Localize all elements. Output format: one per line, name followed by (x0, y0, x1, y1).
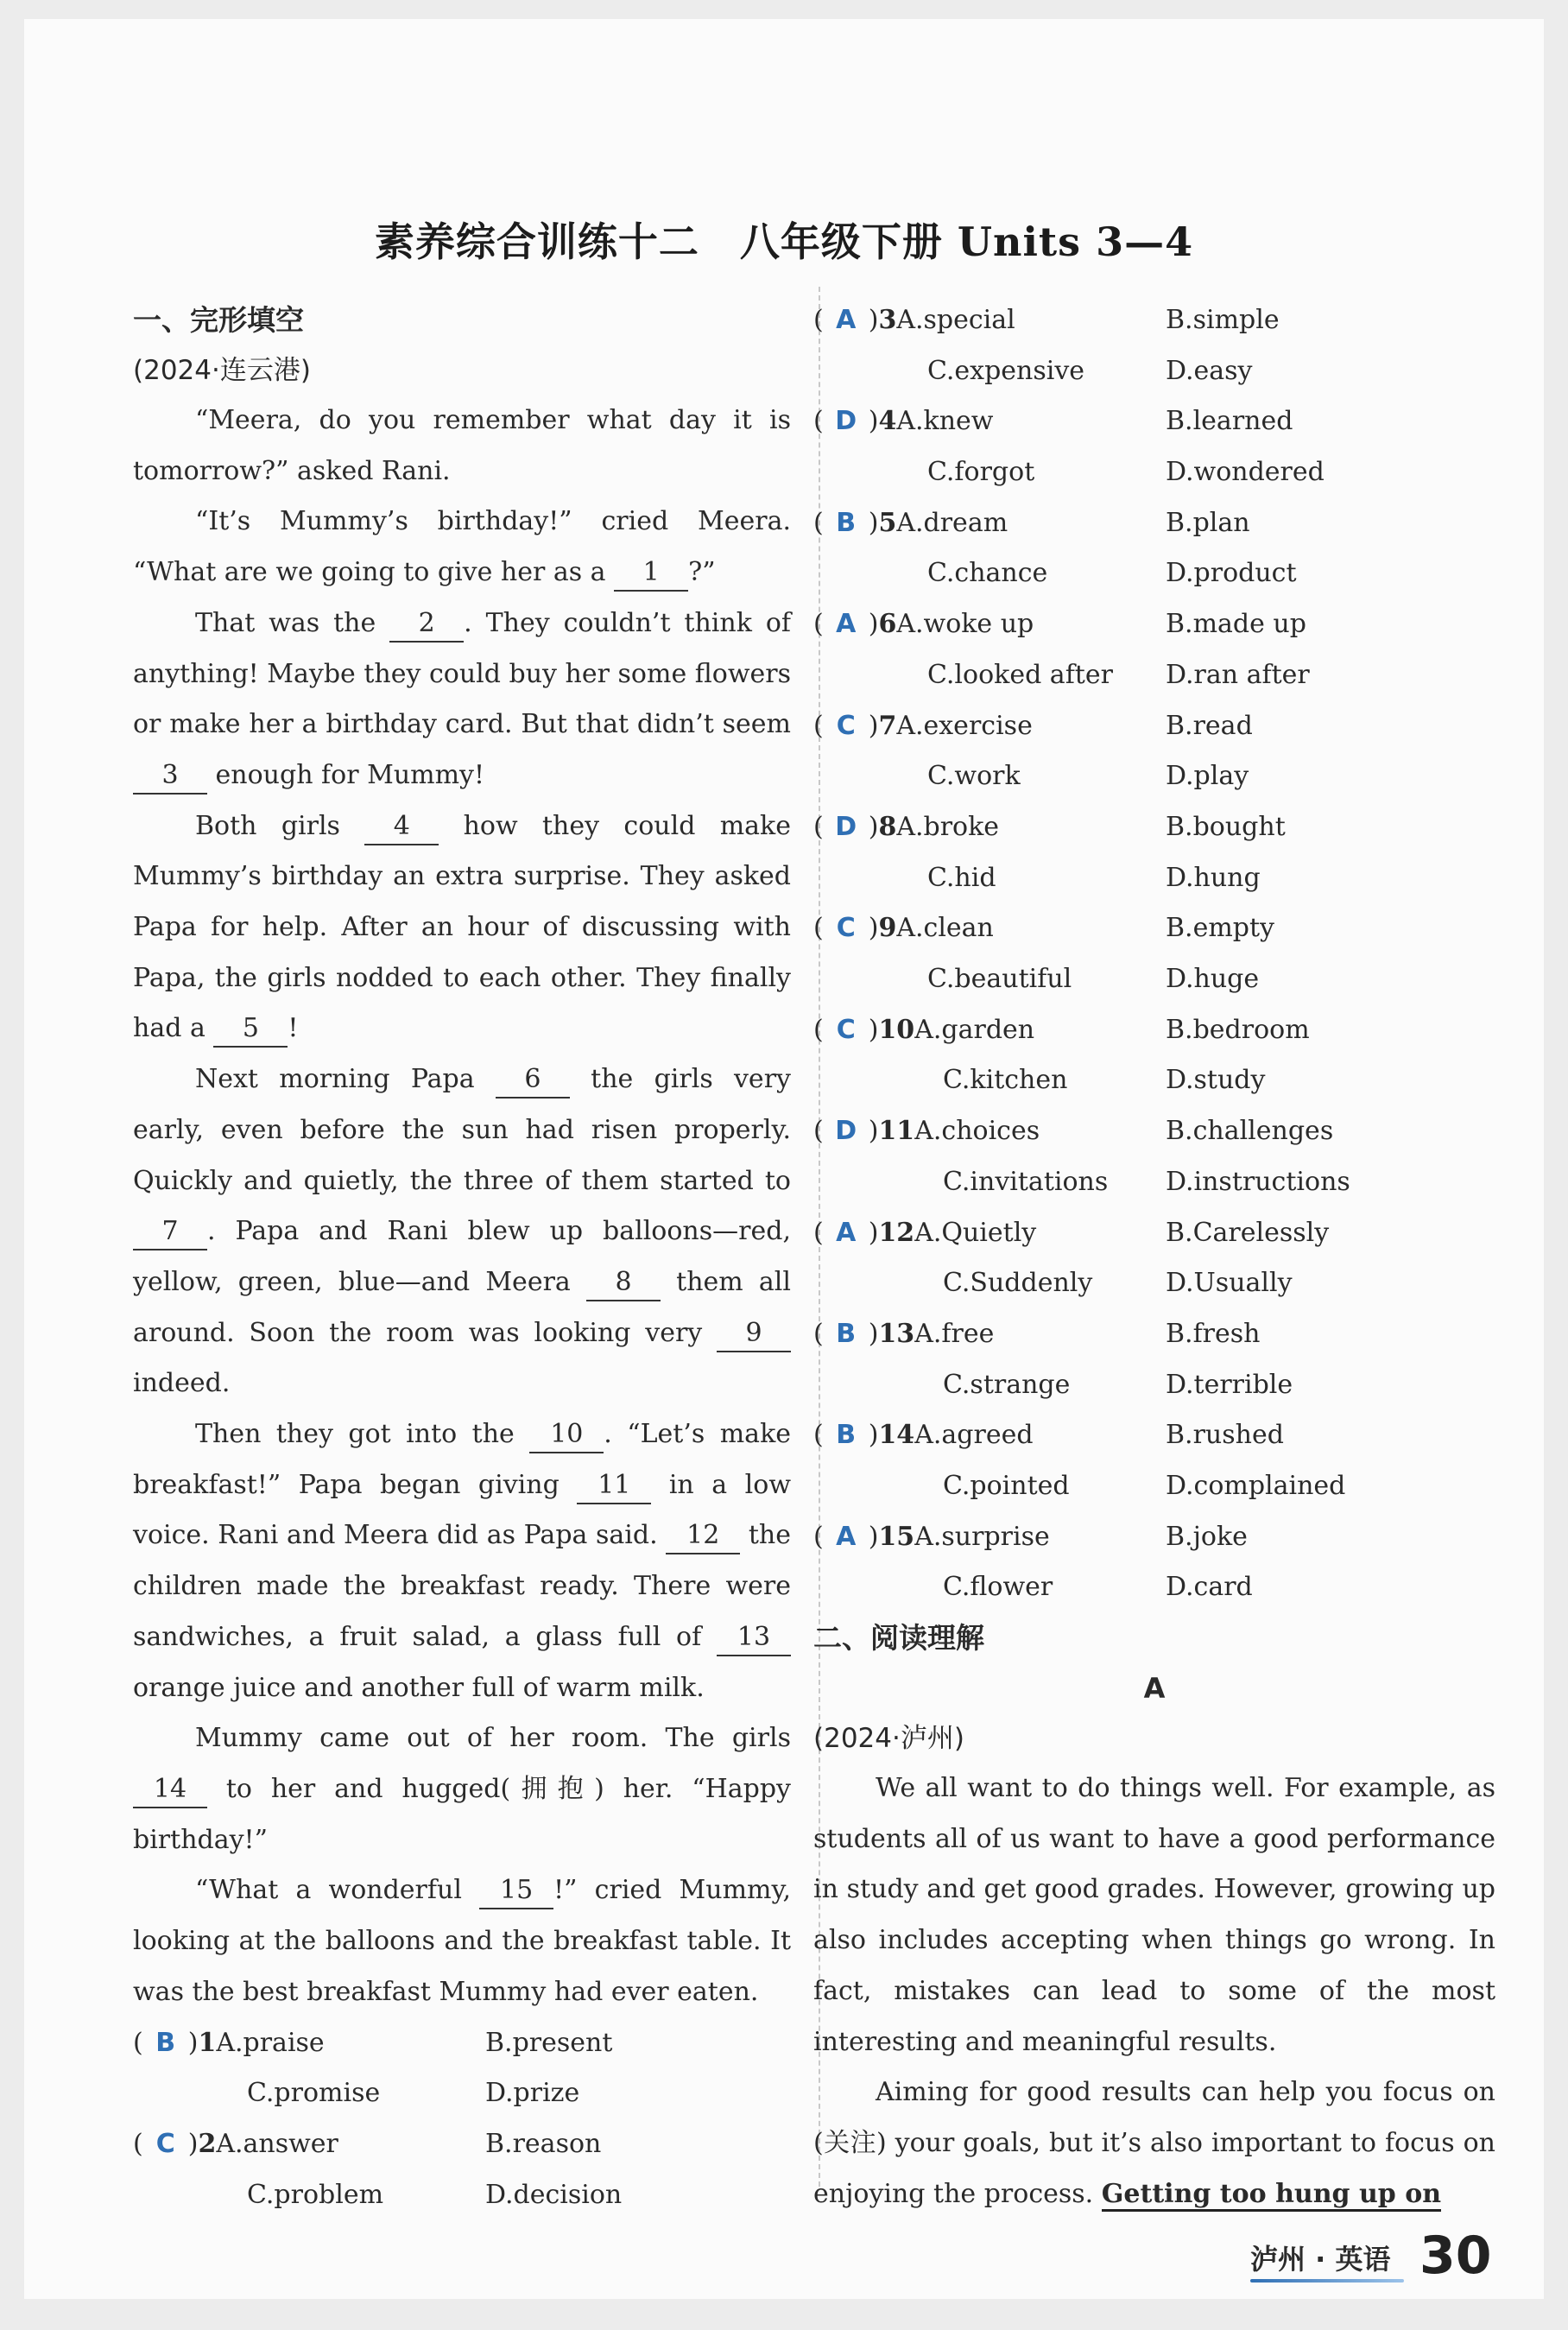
page-number: 30 (1419, 2226, 1492, 2286)
option-a: A.praise (216, 2027, 325, 2058)
option-d: D.prize (485, 2078, 580, 2109)
question-item (813, 1512, 1495, 1613)
question-item (813, 498, 1495, 599)
cloze-blank: 1 (614, 555, 688, 592)
paren-open: ( (813, 1014, 824, 1045)
cloze-blank: 6 (496, 1062, 570, 1099)
answer-mark: C (836, 1014, 856, 1045)
cloze-blank: 15 (479, 1873, 553, 1909)
option-b: B.simple (1166, 305, 1280, 335)
answer-mark: C (836, 710, 856, 741)
cloze-text: the girls very early, even before the sun had risen properly. Quickly and quietly, the three of them started to (133, 1064, 791, 1196)
question-item (813, 802, 1495, 903)
question-list-right (813, 295, 1495, 1613)
option-c: C.pointed (943, 1470, 1070, 1501)
option-d: D.easy (1166, 355, 1253, 386)
question-line (813, 1309, 994, 1360)
paren-open: ( (133, 2027, 143, 2058)
page (24, 19, 1544, 2299)
option-c: C.flower (943, 1572, 1053, 1603)
cloze-blank: 4 (364, 809, 439, 845)
paren-open: ( (813, 507, 824, 538)
option-b: B.joke (1166, 1521, 1248, 1552)
cloze-text: to her and hugged(拥抱) her. “Happy birthday!” (133, 1773, 791, 1855)
cloze-paragraph (133, 1865, 791, 2017)
question-number: 10 (878, 1014, 915, 1045)
cloze-text: Both girls (195, 810, 365, 841)
question-number: 8 (878, 811, 897, 842)
cloze-blank: 11 (577, 1468, 651, 1504)
option-b: B.reason (485, 2128, 602, 2159)
cloze-paragraph (133, 1409, 791, 1713)
question-line (133, 2119, 338, 2170)
paren-open: ( (813, 811, 824, 842)
option-a: A.clean (896, 913, 994, 944)
question-number: 4 (878, 406, 897, 437)
footer-label: 泸州 · 英语 (1250, 2243, 1391, 2276)
question-line (813, 1410, 1034, 1461)
option-c: C.promise (247, 2078, 381, 2109)
option-a: A.special (896, 305, 1015, 335)
option-b: B.challenges (1166, 1116, 1334, 1147)
option-c: C.invitations (943, 1166, 1109, 1197)
paren-close: ) (868, 609, 879, 640)
paren-open: ( (813, 1420, 824, 1451)
option-a: A.dream (896, 507, 1008, 538)
option-b: B.read (1166, 710, 1253, 741)
paren-close: ) (868, 1116, 879, 1147)
paren-close: ) (868, 1521, 879, 1552)
option-d: D.product (1166, 558, 1297, 589)
question-line (813, 802, 999, 853)
paren-open: ( (813, 913, 824, 944)
question-number: 1 (198, 2027, 217, 2058)
option-a: A.garden (914, 1014, 1035, 1045)
paren-open: ( (813, 1116, 824, 1147)
question-item (813, 1410, 1495, 1511)
cloze-blank: 13 (717, 1620, 791, 1656)
question-item (813, 903, 1495, 1004)
option-b: B.plan (1166, 507, 1250, 538)
option-c: C.Suddenly (943, 1268, 1093, 1299)
paren-close: ) (868, 1217, 879, 1248)
question-number: 14 (878, 1420, 915, 1451)
question-item (813, 1309, 1495, 1410)
passage-a-heading: A (1143, 1672, 1166, 1706)
paren-close: ) (868, 1318, 879, 1349)
cloze-text: how they could make Mummy’s birthday an extra surprise. They asked Papa for help. After an hour of discussing with Papa, the girls nodded to each other. They finally had a (133, 810, 791, 1044)
question-line (813, 1106, 1040, 1157)
question-line (813, 1208, 1036, 1259)
cloze-text: in a low voice. Rani and Meera did as Papa said. (133, 1469, 791, 1551)
option-a: A.agreed (914, 1420, 1034, 1451)
paren-close: ) (868, 913, 879, 944)
reading-paragraph (813, 2067, 1495, 2219)
option-d: D.wondered (1166, 457, 1325, 488)
option-c: C.strange (943, 1369, 1071, 1400)
cloze-text: ! (288, 1013, 299, 1044)
option-d: D.complained (1166, 1470, 1346, 1501)
option-c: C.forgot (927, 457, 1035, 488)
question-line (813, 1005, 1034, 1056)
question-line (813, 396, 993, 447)
cloze-paragraph (133, 1054, 791, 1409)
cloze-blank: 2 (389, 606, 464, 643)
section1-source: (2024·连云港) (133, 355, 311, 386)
answer-mark: C (836, 913, 856, 944)
cloze-paragraph (133, 1713, 791, 1865)
paren-close: ) (187, 2128, 199, 2159)
option-a: A.answer (216, 2128, 338, 2159)
paren-open: ( (813, 305, 824, 335)
cloze-text: them all around. Soon the room was looking very (133, 1266, 791, 1348)
option-b: B.present (485, 2027, 613, 2058)
paren-close: ) (868, 507, 879, 538)
option-a: A.knew (896, 406, 994, 437)
cloze-text: Then they got into the (195, 1419, 530, 1450)
question-number: 7 (878, 710, 897, 741)
paren-close: ) (868, 1420, 879, 1451)
cloze-paragraph (133, 801, 791, 1055)
option-d: D.hung (1166, 862, 1261, 893)
cloze-blank: 9 (717, 1316, 791, 1352)
answer-mark: B (836, 1420, 857, 1451)
cloze-passage (133, 396, 791, 2018)
cloze-text: “It’s Mummy’s birthday!” cried Meera. “What are we going to give her as a (133, 506, 791, 588)
answer-mark: A (836, 609, 857, 640)
option-d: D.huge (1166, 964, 1260, 995)
option-d: D.play (1166, 761, 1249, 792)
option-d: D.instructions (1166, 1166, 1350, 1197)
question-number: 12 (878, 1217, 915, 1248)
question-item (813, 1005, 1495, 1106)
option-a: A.broke (896, 811, 1000, 842)
answer-mark: B (836, 1318, 857, 1349)
option-c: C.hid (927, 862, 996, 893)
answer-mark: A (836, 1521, 857, 1552)
answer-mark: B (155, 2027, 176, 2058)
cloze-paragraph (133, 497, 791, 598)
cloze-text: !” cried Mummy, looking at the balloons and the breakfast table. It was the best breakfast Mummy had ever eaten. (133, 1875, 791, 2007)
option-a: A.choices (914, 1116, 1040, 1147)
option-a: A.exercise (896, 710, 1033, 741)
cloze-paragraph (133, 598, 791, 801)
question-line (813, 498, 1008, 549)
question-number: 11 (878, 1116, 915, 1147)
answer-mark: D (835, 406, 857, 437)
paren-close: ) (868, 305, 879, 335)
option-b: B.Carelessly (1166, 1217, 1330, 1248)
reading-paragraph: We all want to do things well. For example, as students all of us want to have a good performance in study and get good grades. However, growing up also includes accepting when things go wrong. In fact, mistakes can lead to some of the most interesting and meaningful results. (813, 1773, 1495, 2057)
page-footer (1250, 2226, 1509, 2295)
cloze-text: Next morning Papa (195, 1064, 496, 1095)
option-c: C.looked after (927, 659, 1113, 690)
question-line (813, 1512, 1050, 1563)
cloze-text: indeed. (133, 1368, 231, 1399)
option-d: D.study (1166, 1065, 1266, 1096)
paren-open: ( (813, 406, 824, 437)
option-d: D.card (1166, 1572, 1253, 1603)
question-line (813, 701, 1033, 752)
option-b: B.fresh (1166, 1318, 1261, 1349)
option-d: D.terrible (1166, 1369, 1293, 1400)
answer-mark: B (836, 507, 857, 538)
option-c: C.chance (927, 558, 1048, 589)
page-title: 素养综合训练十二 八年级下册 Units 3—4 (374, 218, 1194, 265)
option-b: B.bedroom (1166, 1014, 1310, 1045)
option-b: B.bought (1166, 811, 1286, 842)
question-number: 5 (878, 507, 897, 538)
question-number: 6 (878, 609, 897, 640)
answer-mark: C (155, 2128, 175, 2159)
answer-mark: A (836, 1217, 857, 1248)
cloze-blank: 5 (213, 1011, 288, 1048)
left-column (133, 295, 791, 2220)
paren-close: ) (187, 2027, 199, 2058)
right-column (813, 295, 1495, 2219)
question-item (813, 396, 1495, 497)
answer-mark: D (835, 1116, 857, 1147)
cloze-text: “Meera, do you remember what day it is tomorrow?” asked Rani. (133, 405, 791, 486)
question-number: 3 (878, 305, 897, 335)
cloze-text: ?” (688, 557, 716, 588)
paren-open: ( (133, 2128, 143, 2159)
paren-close: ) (868, 1014, 879, 1045)
cloze-paragraph (133, 396, 791, 497)
question-number: 15 (878, 1521, 915, 1552)
footer-accent-bar (1250, 2279, 1404, 2283)
question-number: 13 (878, 1318, 915, 1349)
option-c: C.expensive (927, 355, 1085, 386)
option-d: D.Usually (1166, 1268, 1293, 1299)
cloze-blank: 10 (529, 1417, 604, 1453)
cloze-text: . They couldn’t think of anything! Maybe they could buy her some flowers or make her a birthday card. But that didn’t seem (133, 607, 791, 740)
cloze-text: enough for Mummy! (207, 759, 485, 790)
section1-heading: 一、完形填空 (133, 303, 304, 337)
option-b: B.empty (1166, 913, 1274, 944)
option-b: B.learned (1166, 406, 1293, 437)
reading-text: Aiming for good results can help you focus on (关注) your goals, but it’s also important to focus on enjoying the process. (813, 2077, 1495, 2209)
question-item (813, 1106, 1495, 1207)
cloze-blank: 14 (133, 1772, 207, 1808)
paren-close: ) (868, 406, 879, 437)
underlined-phrase: Getting too hung up on (1102, 2179, 1441, 2212)
cloze-text: orange juice and another full of warm milk. (133, 1672, 705, 1703)
cloze-text: That was the (195, 607, 390, 638)
option-b: B.made up (1166, 609, 1306, 640)
question-item (813, 1208, 1495, 1309)
question-list-left (133, 2018, 791, 2221)
cloze-blank: 7 (133, 1214, 207, 1250)
question-line (813, 903, 994, 954)
option-c: C.work (927, 761, 1021, 792)
answer-mark: A (836, 305, 857, 335)
cloze-blank: 8 (586, 1265, 661, 1301)
option-a: A.Quietly (914, 1217, 1037, 1248)
option-d: D.ran after (1166, 659, 1310, 690)
paren-open: ( (813, 1521, 824, 1552)
option-a: A.surprise (914, 1521, 1050, 1552)
option-a: A.woke up (896, 609, 1034, 640)
question-line (813, 295, 1015, 346)
option-a: A.free (914, 1318, 995, 1349)
option-b: B.rushed (1166, 1420, 1284, 1451)
question-item (133, 2018, 791, 2119)
paren-open: ( (813, 1318, 824, 1349)
paren-open: ( (813, 710, 824, 741)
question-line (813, 599, 1034, 650)
question-item (813, 701, 1495, 802)
option-c: C.kitchen (943, 1065, 1068, 1096)
paren-close: ) (868, 710, 879, 741)
question-item (813, 599, 1495, 700)
cloze-blank: 12 (666, 1518, 740, 1554)
question-line (133, 2018, 325, 2069)
paren-close: ) (868, 811, 879, 842)
paren-open: ( (813, 609, 824, 640)
cloze-text: “What a wonderful (195, 1875, 480, 1906)
cloze-text: . “Let’s make breakfast!” Papa began giving (133, 1419, 792, 1500)
cloze-text: Mummy came out of her room. The girls (195, 1723, 791, 1754)
answer-mark: D (835, 811, 857, 842)
option-c: C.problem (247, 2179, 384, 2210)
option-c: C.beautiful (927, 964, 1072, 995)
cloze-text: the children made the breakfast ready. There were sandwiches, a fruit salad, a glass full of (133, 1520, 792, 1652)
question-item (133, 2119, 791, 2220)
cloze-text: . Papa and Rani blew up balloons—red, yellow, green, blue—and Meera (133, 1216, 791, 1297)
question-number: 2 (198, 2128, 217, 2159)
question-item (813, 295, 1495, 396)
option-d: D.decision (485, 2179, 623, 2210)
section2-heading: 二、阅读理解 (813, 1621, 984, 1656)
paren-open: ( (813, 1217, 824, 1248)
question-number: 9 (878, 913, 897, 944)
section2-source: (2024·泸州) (813, 1723, 964, 1755)
cloze-blank: 3 (133, 758, 207, 795)
